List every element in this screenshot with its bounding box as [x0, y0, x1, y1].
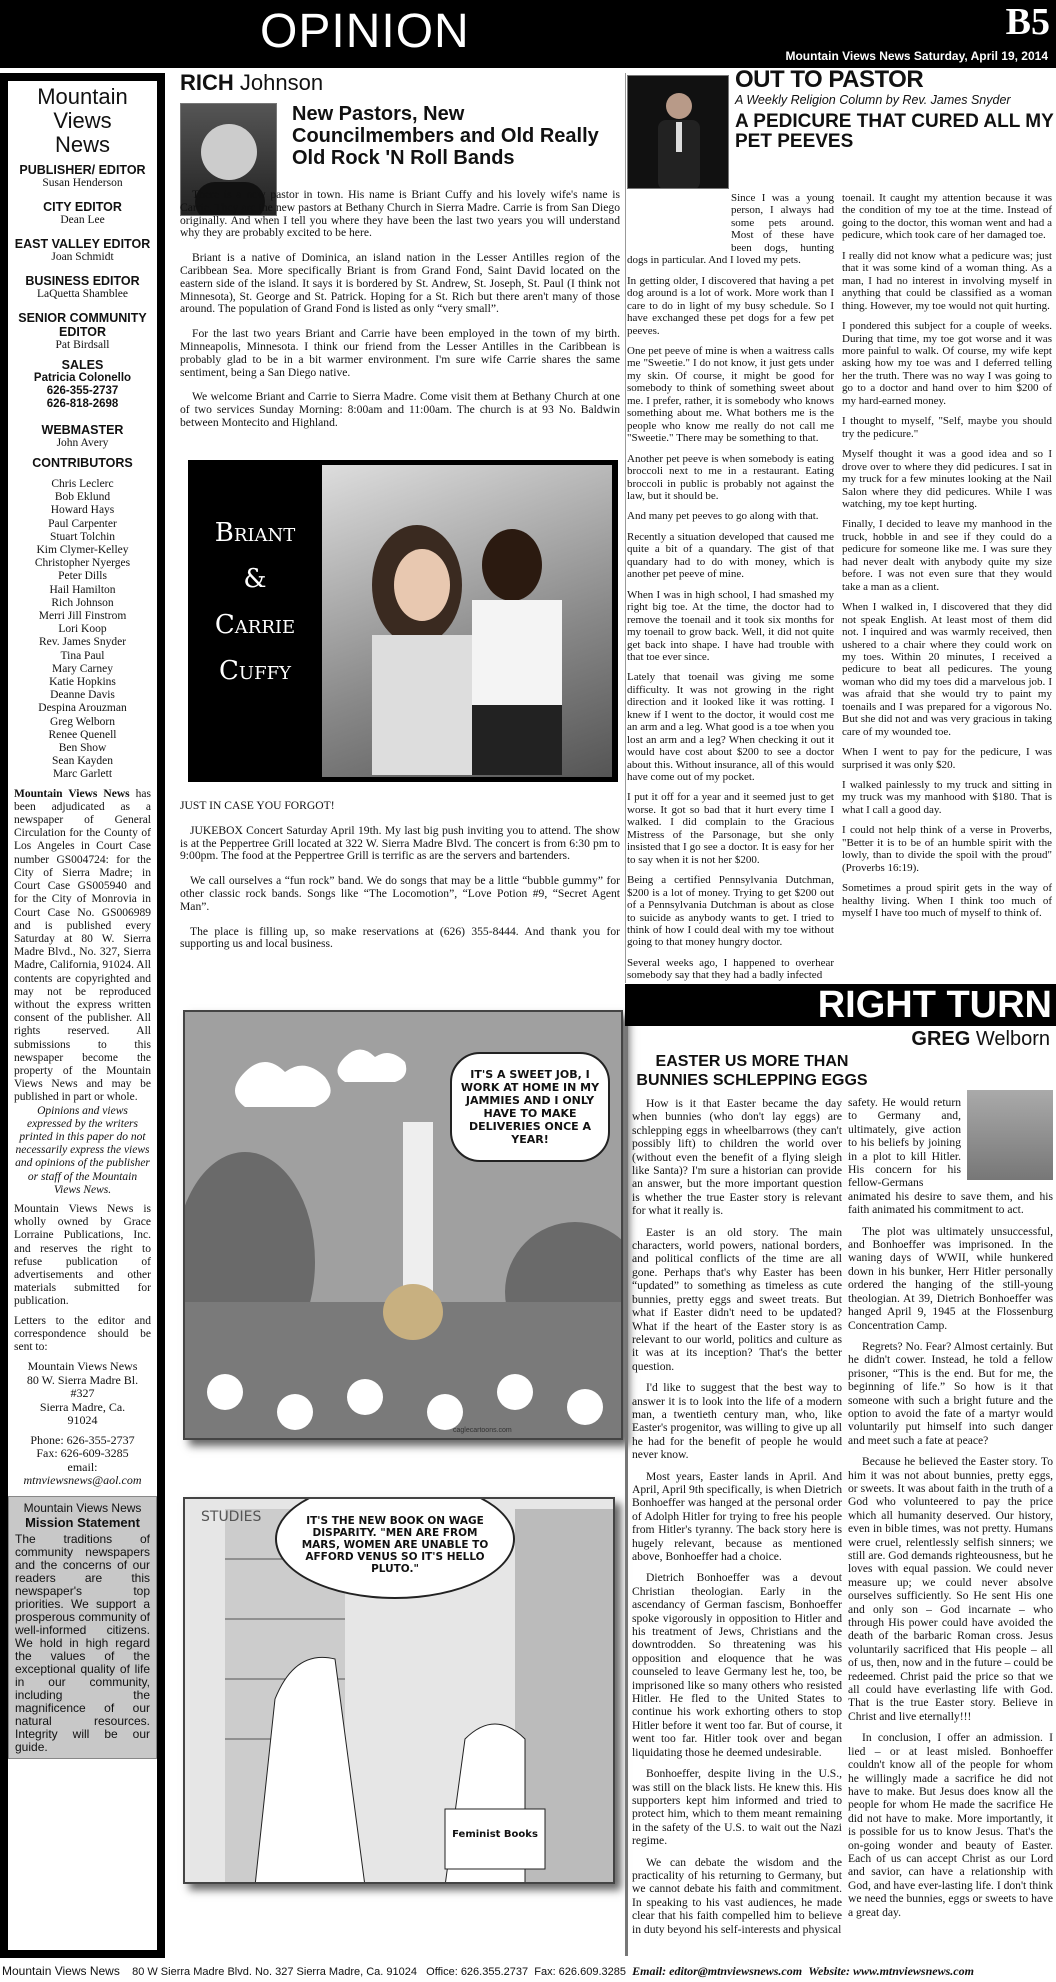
ownership-notice: Mountain Views News is wholly owned by Grace Lorraine Publications, Inc. and reserves the right to refuse publication of advertisements and other materials submitted for publication. [14, 1202, 151, 1308]
contributor-name: Renee Quenell [48, 728, 117, 741]
staff-name: Pat Birdsall [55, 339, 110, 351]
staff-list [14, 163, 151, 352]
staff-name: Joan Schmidt [51, 251, 114, 263]
article-paragraph: Finally, I decided to leave my manhood in the truck, hobble in and see if they could do a pedicure for someone like me. I was sure they had never dealt with anybody quite my size before. I was not even sure that they would take a man as a client. [842, 518, 1052, 593]
phone: Phone: 626-355-2737 [30, 1432, 135, 1447]
article-paragraph: The plot was ultimately unsuccessful, and Bonhoeffer was imprisoned. In the waning days of WWII, while hunkered down in his bunker, Herr Hitler personally ordered the hanging of the still-young theologian. At 39, Dietrich Bonhoeffer was hanged April 9, 1945 at the Flossenburg Concentration Camp. [848, 1224, 1053, 1332]
article-paragraph: The place is filling up, so make reservations at (626) 355-8444. And thank you for supporting us and local business. [180, 924, 620, 951]
address-line: #327 [70, 1386, 95, 1401]
cartoon-credit: caglecartoons.com [453, 1427, 512, 1434]
adjudication-text: has been adjudicated as a newspaper of General Circulation for the County of Los Angeles in Court Case number GS004724: for the City of Sierra Madre; in Court Case GS005940 and for the City of Monrovia in Court Case No. GS006989 and is published every Saturday at 80 W. Sierra Madre Blvd., No. 327, Sierra Madre, California, 91024. All contents are copyrighted and may not be reproduced without the express written consent of the publisher. All rights reserved. All submissions to this newspaper become the property of the Mountain Views News and may be published in part or whole. [14, 787, 151, 1104]
fax: Fax: 626-609-3285 [36, 1446, 129, 1461]
contributor-name: Ben Show [58, 742, 107, 755]
article-paragraph: Lately that toenail was giving me some difficulty. It was not growing in the right direction and it looked like it was rotting. I knew if I went to the doctor, it would cost me an arm and a leg. What good is a toe when you lost an arm and a leg? When checking it out it would have cost about $200 to see a doctor about this. Without insurance, all of this would have come out of my pocket. [627, 671, 834, 784]
article-paragraph: How is it that Easter became the day when bunnies (who don't lay eggs) are schlepping eggs in wheelbarrows (they can't possibly lift) to children the world over (without even the benefit of a flying sleigh like Santa)? I'm sure a historian can provide an answer, but the more important question is whether the true Easter story is relevant for what it really is. [632, 1097, 842, 1218]
contributor-name: Mary Carney [52, 662, 113, 675]
article-paragraph: We can debate the wisdom and the practicality of his returning to Germany, but we cannot debate his faith and commitment. In speaking to his vast audiences, he made clear that his faith compelled him to believe in duty beyond his self-interests and physical [632, 1855, 842, 1936]
contributor-name: Howard Hays [50, 504, 115, 517]
article-paragraph: safety. He would return to Germany and, ultimately, give action to his beliefs by joining in a plot to kill Hitler. His concern for his fellow-Germans animated his desire to save them, and his faith animated his commitment to act. [848, 1096, 1053, 1217]
caption-line: & [243, 564, 267, 594]
article-paragraph: Several weeks ago, I happened to overhear somebody say that they had a badly infected [627, 956, 834, 982]
author-photo [967, 1090, 1053, 1180]
staff-role: BUSINESS EDITOR [25, 274, 140, 288]
column-rule [625, 1026, 628, 1956]
contributor-name: Sean Kayden [52, 755, 113, 768]
caption-line: Briant [214, 518, 296, 548]
adjudication-notice [14, 788, 151, 1105]
contributor-name: Tina Paul [60, 649, 105, 662]
contributors-list [14, 478, 151, 782]
article-paragraph: I'd like to suggest that the best way to answer it is to look into the life of a modern man, a twentieth century man, who, like Easter's progenitor, was willing to give up all he had for the benefit of people he would never know. [632, 1381, 842, 1462]
article-paragraph: Since I was a young person, I always had some pets around. Most of these have been dogs, hunting dogs in particular. And I loved my pets. [627, 192, 834, 267]
article-paragraph: I really did not know what a pedicure was; just that it was some kind of a woman thing. As a man, I had no interest in involving myself in anything that could be classified as a woman thing. However, my toe would not quit hurting. [842, 249, 1052, 312]
staff-name: Dean Lee [60, 214, 105, 226]
article-paragraph: One pet peeve of mine is when a waitress calls me "Sweetie." I do not know, it just gets under my skin. Of course, it might be good for somebody to think of something sweet about me. I prefer, rather, it is somebody who knows something about me. What bothers me is the people who know me really do not call me "Sweetie." There may be something to that. [627, 344, 834, 445]
article-paragraph: When I was in high school, I had smashed my right big toe. At the time, the doctor had to remove the toenail and it took six months for my toenail to grow back. Well, it did not quite get back into shape. I have had trouble with that toe ever since. [627, 588, 834, 663]
author-last: Welborn [970, 1028, 1050, 1050]
article-paragraph: I pondered this subject for a couple of weeks. During that time, my toe got worse and it was more painful to walk. Of course, my wife kept asking how my toe was and I deferred telling her the truth. There was no way I was going to go to a doctor and hand over to him $200 of my hard-earned money. [842, 320, 1052, 407]
article-paragraph: In getting older, I discovered that having a pet dog around is a lot of work. More work than I care to do in light of my busy schedule. So I have exchanged these pet dogs for a few pet peeves. [627, 274, 834, 337]
article-paragraph: We welcome Briant and Carrie to Sierra Madre. Come visit them at Bethany Church at one of two services Sunday Morning: 8:00am and 11:00am. The church is at 93 No. Baldwin between Montecito and Highland. [180, 390, 620, 429]
footer-website[interactable]: Website: www.mtnviewsnews.com [808, 1964, 974, 1978]
pastor-photo [627, 75, 729, 189]
article-paragraph: And many pet peeves to go along with that. [627, 510, 819, 523]
footer-email[interactable]: Email: editor@mtnviewsnews.com [632, 1964, 803, 1978]
contributor-name: Greg Welborn [50, 715, 115, 728]
article-paragraph: Regrets? No. Fear? Almost certainly. But he didn't cower. Instead, he told a fellow prisoner, “This is the end. But for me, the beginning of life.” So how is it that someone with such a bright future and the option to avoid the fate of a martyr would voluntarily put himself into such danger and meet such a fate at peace? [848, 1339, 1053, 1447]
article-paragraph: Dietrich Bonhoeffer was a devout Christian theologian. Early in the ascendancy of German fascism, Bonhoeffer spoke vigorously in opposition to Hitler and his treatment of Jews, Christians and the downtrodden. So threatening was his opposition and eloquence that he was counseled to leave Germany lest he, too, be imprisoned like so many others who resisted Hitler. He fled to the United States to continue his work exhorting others to stop Hitler before it went too far. But of course, it went too far. Hitler took over and began liquidating those he deemed undesirable. [632, 1571, 842, 1759]
staff-name: Susan Henderson [42, 177, 123, 189]
contributor-name: Kim Clymer-Kelley [36, 544, 129, 557]
contributor-name: Rich Johnson [51, 596, 114, 609]
contributor-name: Deanne Davis [50, 689, 115, 702]
adjudication-lead: Mountain Views News [14, 787, 130, 800]
dateline: Mountain Views News Saturday, April 19, 2014 [785, 49, 1048, 63]
article-column-2 [842, 192, 1052, 928]
column-subtitle: A Weekly Religion Column by Rev. James Snyder [735, 93, 1011, 107]
sales-name: Patricia Colonello [33, 372, 132, 384]
article-headline: A PEDICURE THAT CURED ALL MY PET PEEVES [735, 111, 1054, 152]
section-title: OPINION [260, 5, 470, 58]
article-paragraph: Easter is an old story. The main characters, world powers, national borders, and political conflicts of the time are all gone. Perhaps that's why Easter has been “updated” to something as timeless as cute bunnies, pretty eggs and sweet treats. But what if Easter didn't need to be updated? What if the heart of the Easter story is as relevant to our world, politics and culture as it was at its inception? That's the better question. [632, 1225, 842, 1373]
author-first: GREG [911, 1028, 971, 1050]
article-paragraph: Recently a situation developed that caused me quite a bit of a quandary. The gist of that quandary had to do with money, which is another pet peeve of mine. [627, 530, 834, 581]
article-paragraph: I walked painlessly to my truck and sitting in my truck was my manhood with $180. That is what I call a good day. [842, 779, 1052, 816]
page-footer [0, 1962, 1056, 1981]
article-paragraph: JUKEBOX Concert Saturday April 19th. My last big push inviting you to attend. The show is at the Peppertree Grill located at 322 W. Sierra Madre Blvd. The concert is from 6:30 pm to 9:00pm. The food at the Peppertree Grill is terrific as are the servers and bartenders. [180, 823, 620, 863]
article-paragraph: When I walked in, I discovered that they did not speak English. At least most of them did not. I inquired and was warmly received, then ushered to a chair where they could work on my toes. Within 20 minutes, I received a pedicure to beat all pedicures. The young woman who did my toes did a marvelous job. I was afraid that she would try to paint my toenails and I was prepared for a vigorous No. But she did not and was very gracious in taking care of my wounded toe. [842, 601, 1052, 738]
letters-notice: Letters to the editor and correspondence should be sent to: [14, 1314, 151, 1353]
contributor-name: Despina Arouzman [38, 702, 127, 715]
sales-phone: 626-355-2737 [46, 385, 119, 397]
article-body [180, 189, 620, 442]
address-line: 80 W. Sierra Madre Bl. [26, 1372, 139, 1387]
email-label: email: [67, 1459, 98, 1474]
speech-bubble: IT'S A SWEET JOB, I WORK AT HOME IN MY JAMMIES AND I ONLY HAVE TO MAKE DELIVERIES ONCE A YEAR! [450, 1052, 610, 1162]
webmaster-name: John Avery [56, 437, 109, 449]
mission-title: Mountain Views News [23, 1500, 142, 1515]
disclaimer: Opinions and views expressed by the writers printed in this paper do not necessarily express the views and opinions of the publisher or staff of the Mountain Views News. [15, 1104, 150, 1196]
author-first: RICH [180, 70, 234, 95]
article-paragraph: Another pet peeve is when somebody is eating broccoli next to me in a restaurant. Eating broccoli in public is probably not against the law, but it should be. [627, 452, 834, 502]
article-paragraph: Because he believed the Easter story. To him it was not about bunnies, pretty eggs, or sweets. It was about faith in the truth of a God who volunteered to pay the price which all humanity deserved. Our history, even in bible times, was not pretty. Humans were cruel, relentlessly selfish sinners; we still are. God demands righteousness, but he loves with equal passion. We could never measure up; we could never absolve ourselves sufficiently. So He sent His one and only son – God incarnate – who through His power could have avoided the death of the barbaric Roman cross. Jesus voluntarily sacrificed that His people – all of us, then, now and in the future – could be redeemed. Christ paid the price so that we all could have everlasting life with God. That is the true Easter story. Believe in Christ and live eternally!!! [848, 1455, 1053, 1723]
article-paragraph: I put it off for a year and it seemed just to get worse. It got so bad that it hurt every time I walked. I did complain to the Gracious Mistress of the Parsonage, but she only insisted that I go see a doctor. It is easy for her to say when it is not her $200. [627, 791, 834, 866]
contributor-name: Merri Jill Finstrom [38, 610, 127, 623]
email-link[interactable]: mtnviewsnews@aol.com [23, 1473, 142, 1488]
wage-disparity-cartoon [183, 1497, 615, 1884]
subhead: JUST IN CASE YOU FORGOT! [180, 799, 335, 812]
column-author [180, 70, 323, 96]
easter-bunny-cartoon [183, 1010, 623, 1440]
article-paragraph: Myself thought it was a good idea and so I drove over to where they did pedicures. I sat in my truck for a few minutes looking at the Nail Salon where they did pedicures. While I was watching, my toe kept hurting. [842, 448, 1052, 510]
shelf-sign: STUDIES [201, 1509, 262, 1525]
contributor-name: Hail Hamilton [49, 583, 116, 596]
article-paragraph: Most years, Easter lands in April. And April, April 9th specifically, is when Dietrich Bonhoeffer was hanged at the personal order of Adolph Hitler for trying to free his people from Hitler's tyranny. The back story here is hugely relevant, because as mentioned above, Bonhoeffer had a choice. [632, 1469, 842, 1563]
contributor-name: Stuart Tolchin [49, 530, 116, 543]
article-column-2 [848, 1096, 1053, 1927]
article-paragraph: I could not help think of a verse in Proverbs, "Better it is to be of an humble spirit with the lowly, than to divide the spoil with the proud" (Proverbs 16:19). [842, 824, 1052, 874]
mission-statement [8, 1496, 157, 1759]
contributor-name: Chris Leclerc [51, 478, 114, 490]
contributor-name: Peter Dills [58, 570, 107, 583]
caption-line: Carrie [214, 610, 296, 640]
mission-text: The traditions of community newspapers and the concerns of our readers are this newspaper's top priorities. We support a prosperous community of well-informed citizens. We hold in high regard the values of the exceptional quality of life in our community, including the magnificence of our natural resources. Integrity will be our guide. [15, 1531, 150, 1754]
article-paragraph: Briant is a native of Dominica, an island nation in the Lesser Antilles region of the Caribbean Sea. More specifically Briant is from Grand Fond, Saint David located on the eastern side of the island. It says it is bordered by St. Andrew, St. Joseph, St. Paul (I think not Minnesota), St. George and St. Patrick. Hoping for a St. Rich but there aren't many of those around. The population of Grand Fond is listed as only “very small”. [180, 251, 620, 316]
sales-phone: 626-818-2698 [46, 398, 119, 410]
author-last: Johnson [233, 70, 324, 95]
staff-role: CITY EDITOR [43, 200, 122, 214]
contributor-name: Paul Carpenter [48, 517, 117, 530]
column-rule [625, 73, 626, 983]
column-author [911, 1028, 1050, 1051]
article-headline: New Pastors, New Councilmembers and Old Really Old Rock 'N Roll Bands [292, 103, 599, 169]
article-paragraph: In conclusion, I offer an admission. I lied – or at least misled. Bonhoeffer couldn't know all of the people for whom he willingly made a sacrifice he did not have to make. But Jesus does know all the people for whom He made the sacrifice He did not have to make. More importantly, it is possible for us to know Jesus. That's the on-going wonder and beauty of Easter. Each of us can accept Christ as our Lord and savior, can have a relationship with God, and have ever-lasting life. I don't think we need the bunnies, eggs or sweets to have a great day. [848, 1731, 1054, 1919]
footer-fax: Fax: 626.609.3285 [534, 1966, 626, 1978]
contributor-name: Marc Garlett [52, 768, 113, 781]
paper-name: Views [53, 108, 112, 133]
column-title: OUT TO PASTOR [735, 66, 924, 93]
footer-office: Office: 626.355.2737 [426, 1966, 529, 1978]
article-paragraph: For the last two years Briant and Carrie have been employed in the town of my birth. Minneapolis, Minnesota. I think our friend from the Lesser Antilles in the Caribbean is probably glad to be in a bit warmer environment. I'm sure wife Carrie shares the same sentiment, being a San Diego native. [180, 327, 620, 379]
article-paragraph: Sometimes a proud spirit gets in the way of healthy living. When I think too much of myself I have too much of myself to think of. [842, 882, 1052, 920]
address-line: Sierra Madre, Ca. [39, 1399, 126, 1414]
article-paragraph: We call ourselves a “fun rock” band. We do songs that may be a little “bubble gummy” for other classic rock bands. Songs like “The Locomotion”, “Love Potion #9, “Secret Agent Man”. [180, 874, 620, 913]
couple-photo [322, 465, 612, 777]
contributor-name: Rev. James Snyder [38, 636, 127, 649]
mission-subtitle: Mission Statement [25, 1514, 140, 1530]
contributor-name: Lori Koop [58, 623, 107, 636]
masthead [0, 0, 1056, 68]
article-paragraph: I thought to myself, "Self, maybe you should try the pedicure." [842, 415, 1052, 440]
speech-bubble: IT'S THE NEW BOOK ON WAGE DISPARITY. "MEN ARE FROM MARS, WOMEN ARE UNABLE TO AFFORD VENUS SO IT'S HELLO PLUTO." [275, 1497, 515, 1599]
paper-name: News [54, 132, 110, 157]
staff-role: PUBLISHER/ EDITOR [19, 163, 146, 177]
footer-paper-name: Mountain Views News [2, 1964, 120, 1978]
paper-name: Mountain [37, 84, 128, 109]
article-headline: EASTER US MORE THAN BUNNIES SCHLEPPING EGGS [636, 1053, 868, 1089]
staff-name: LaQuetta Shamblee [36, 288, 128, 300]
contributor-name: Bob Eklund [54, 491, 111, 504]
staff-role: SENIOR COMMUNITY EDITOR [18, 311, 147, 339]
photo-caption [195, 510, 315, 694]
caption-line: Cuffy [219, 656, 291, 686]
book-cover-title: Feminist Books [452, 1829, 538, 1840]
footer-address: 80 W Sierra Madre Blvd. No. 327 Sierra Madre, Ca. 91024 [132, 1966, 417, 1978]
article-column-1 [632, 1097, 842, 1944]
article-column-1 [627, 192, 834, 990]
column-banner: RIGHT TURN [625, 984, 1056, 1026]
address-line: Mountain Views News [27, 1359, 138, 1374]
article-paragraph: There is a new pastor in town. His name is Briant Cuffy and his lovely wife's name is Carrie. They are the new pastors at Bethany Church in Sierra Madre. Carrie is from San Diego originally. And when I tell you where they have been the last two years you will understand why they are probably excited to be here. [180, 188, 620, 240]
contributor-name: Christopher Nyerges [34, 557, 131, 570]
staff-role: EAST VALLEY EDITOR [14, 237, 151, 251]
mailing-address [14, 1360, 151, 1428]
sales-label: SALES [61, 358, 104, 372]
article-paragraph: Being a certified Pennsylvania Dutchman, $200 is a lot of money. Trying to get $200 out of a Pennsylvania Dutchman is about as close to suicide as anybody wants to get. I tried to think of how I could deal with my toe without going to that money hungry doctor. [627, 874, 834, 949]
address-line: 91024 [67, 1413, 98, 1428]
contributors-label: CONTRIBUTORS [32, 456, 133, 470]
contributor-name: Katie Hopkins [49, 676, 116, 689]
article-body-2 [180, 800, 620, 963]
article-paragraph: When I went to pay for the pedicure, I was surprised it was only $20. [842, 746, 1052, 771]
article-paragraph: Bonhoeffer, despite living in the U.S., was still on the black lists. He knew this. His supporters kept him informed and tried to protect him, which to them meant remaining in the safety of the U.S. to wait out the Nazi regime. [632, 1767, 842, 1848]
page-number: B5 [1005, 1, 1050, 43]
masthead-sidebar [0, 73, 165, 1958]
article-paragraph: toenail. It caught my attention because it was the condition of my toe at the time. Instead of going to the doctor, this woman went and had a pedicure, which took care of her damaged toe. [842, 192, 1052, 242]
webmaster-label: WEBMASTER [41, 423, 124, 437]
